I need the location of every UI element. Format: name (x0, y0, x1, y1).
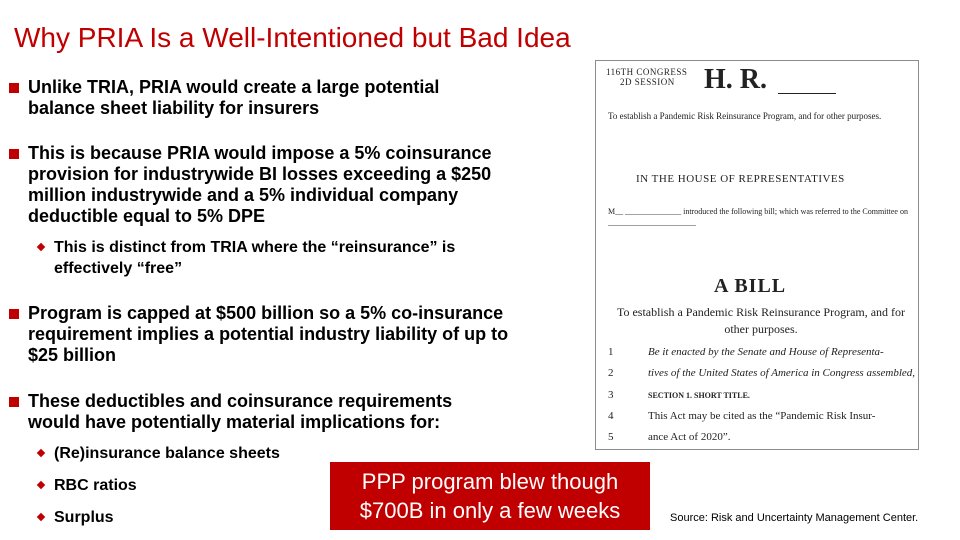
bullet-text: These deductibles and coinsurance requirements would have potentially material implications for: (28, 391, 453, 432)
bullet-text: Program is capped at $500 billion so a 5% co-insurance requirement implies a potential industry liability of up to $25 billion (28, 303, 509, 365)
bullet-text: This is because PRIA would impose a 5% coinsurance provision for industrywide BI losses exceeding a $250 million industrywide and a 5% individual company deductible equal to 5% DPE (28, 143, 492, 226)
subbullet-text: Surplus (54, 509, 114, 526)
bullet-2 (9, 143, 509, 227)
bill-line: 4 This Act may be cited as the “Pandemic Risk Insur- (608, 410, 876, 422)
subbullet-text: (Re)insurance balance sheets (54, 445, 280, 462)
bill-line: 2 tives of the United States of America in Congress assembled, (608, 367, 916, 379)
bill-document-image (595, 60, 919, 450)
bill-line: 3 SECTION 1. SHORT TITLE. (608, 389, 750, 401)
square-bullet-icon (9, 309, 19, 319)
square-bullet-icon (9, 397, 19, 407)
source-note: Source: Risk and Uncertainty Management Center. (670, 512, 919, 524)
bill-line: 1 Be it enacted by the Senate and House of Representa- (608, 346, 884, 358)
square-bullet-icon (9, 83, 19, 93)
bill-purpose-long: To establish a Pandemic Risk Reinsurance Program, and for other purposes. (616, 305, 906, 336)
bullet-text: Unlike TRIA, PRIA would create a large potential balance sheet liability for insurers (28, 77, 440, 118)
bill-number-blank (778, 93, 836, 94)
house-heading: IN THE HOUSE OF REPRESENTATIVES (636, 173, 845, 185)
subbullet-text: RBC ratios (54, 477, 137, 494)
bullet-3 (9, 303, 509, 366)
bill-purpose-short: To establish a Pandemic Risk Reinsurance Program, and for other purposes. (608, 111, 882, 121)
subbullet-balance-sheets (38, 443, 518, 464)
callout-box: PPP program blew though $700B in only a few weeks (330, 462, 650, 530)
diamond-bullet-icon (37, 243, 45, 251)
congress-label: 116TH CONGRESS 2D SESSION (606, 67, 688, 87)
subbullet-tria (38, 237, 518, 279)
diamond-bullet-icon (37, 449, 45, 457)
bullet-1 (9, 77, 509, 119)
bill-number: H. R. (704, 64, 767, 95)
subbullet-text: This is distinct from TRIA where the “reinsurance” is effectively “free” (54, 239, 456, 277)
square-bullet-icon (9, 149, 19, 159)
diamond-bullet-icon (37, 513, 45, 521)
slide-title: Why PRIA Is a Well-Intentioned but Bad Idea (14, 22, 571, 53)
diamond-bullet-icon (37, 481, 45, 489)
bill-intro: M__ ______________ introduced the following bill; which was referred to the Committee on ______________________ (608, 207, 908, 227)
bullet-4 (9, 391, 509, 433)
bill-title: A BILL (714, 275, 787, 297)
bill-line: 5 ance Act of 2020”. (608, 431, 731, 443)
